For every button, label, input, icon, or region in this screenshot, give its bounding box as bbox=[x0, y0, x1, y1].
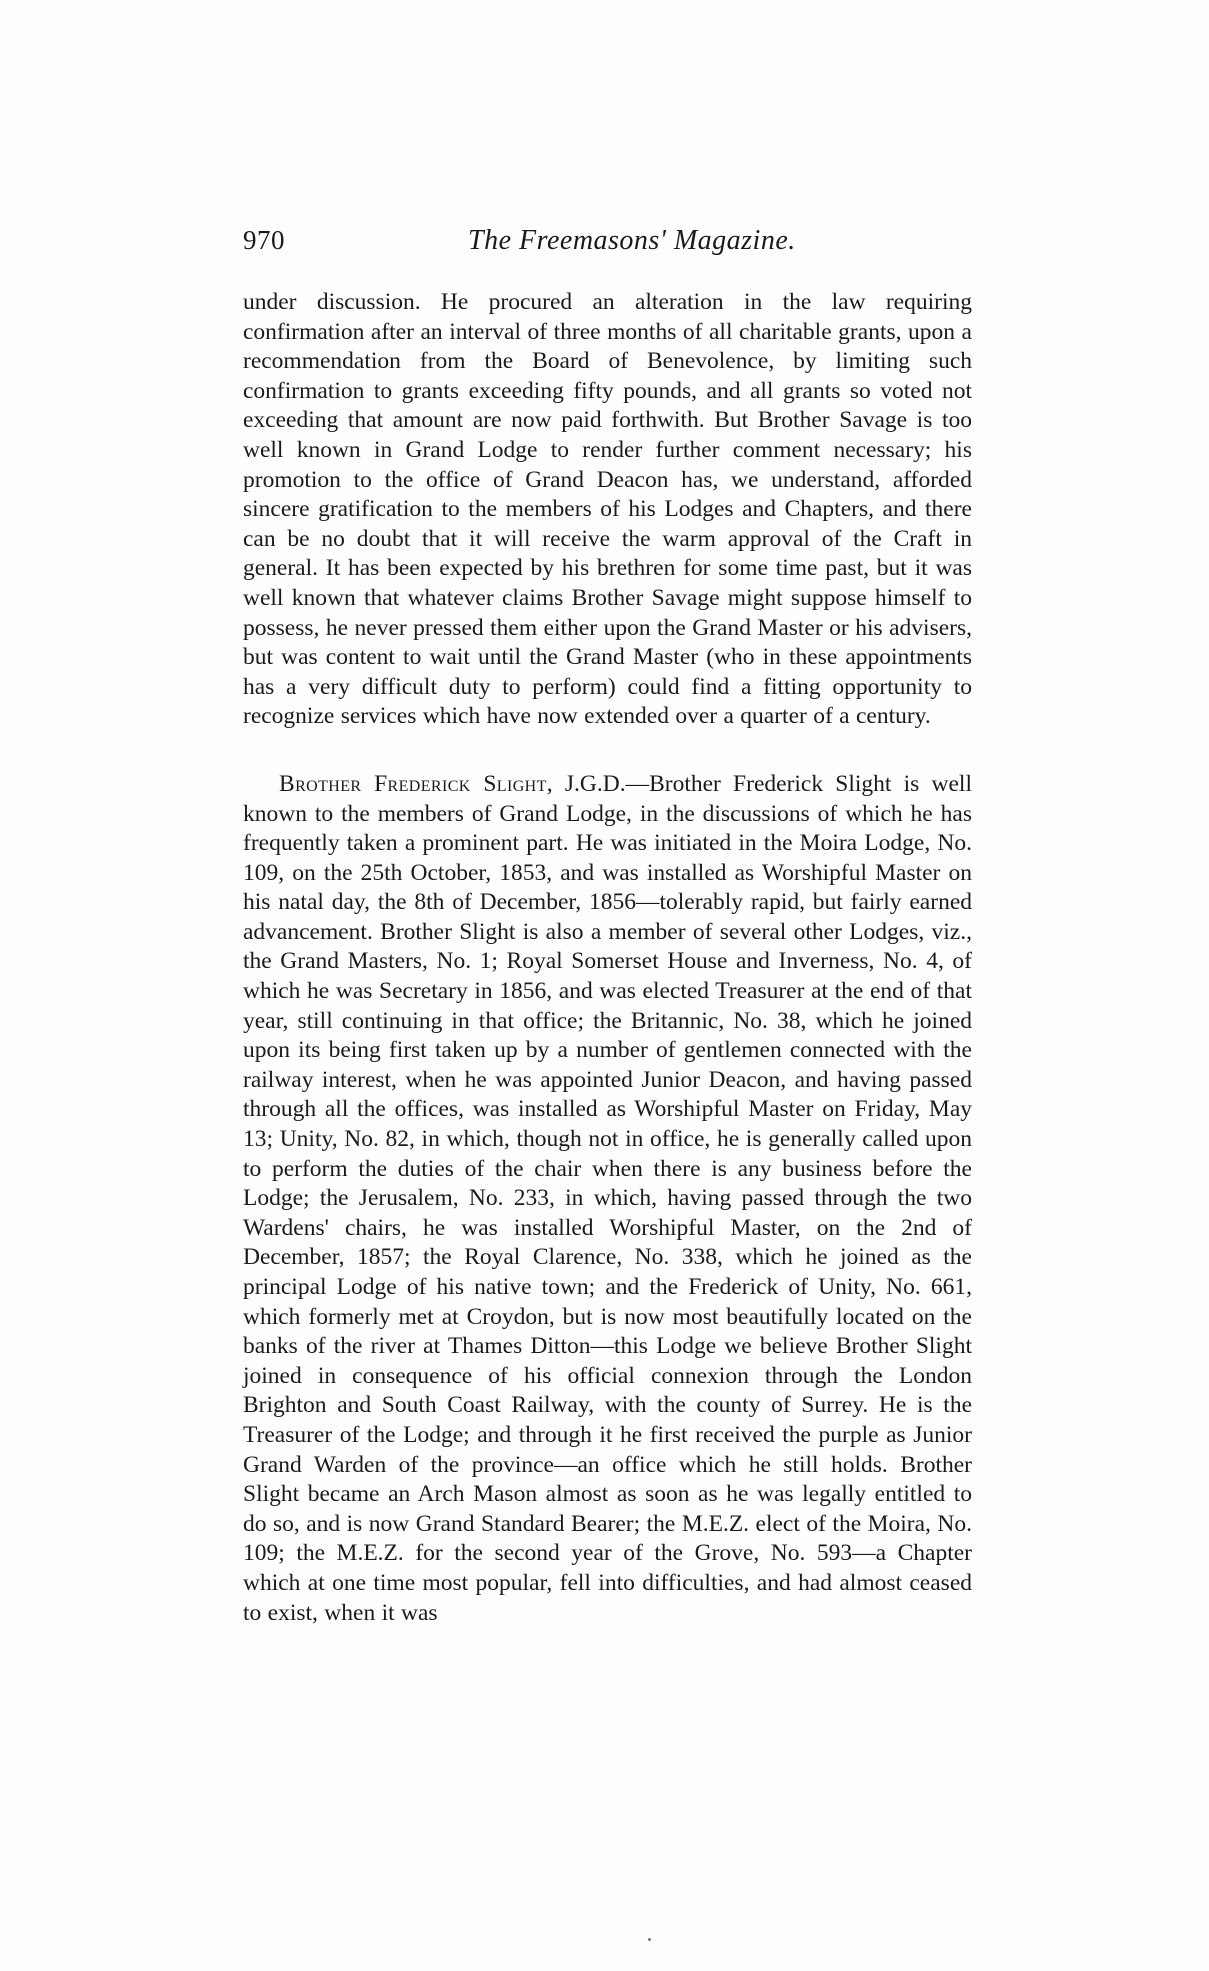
paragraph-lead-name: Brother Frederick Slight bbox=[279, 770, 547, 797]
paragraph-body: , J.G.D.—Brother Frederick Slight is well known to the members of Grand Lodge, in the discussions of which he has frequently taken a prominent part. He was initiated in the Moira Lodge, No. 109, on the 25th October, 1853, and was installed as Worshipful Master on his natal day, the 8th of December, 1856—tolerably rapid, but fairly earned advancement. Brother Slight is also a member of several other Lodges, viz., the Grand Masters, No. 1; Royal Somerset House and Inverness, No. 4, of which he was Secretary in 1856, and was elected Treasurer at the end of that year, still continuing in that office; the Britannic, No. 38, which he joined upon its being first taken up by a number of gentlemen connected with the railway interest, when he was appointed Junior Deacon, and having passed through all the offices, was installed as Worshipful Master on Friday, May 13; Unity, No. 82, in which, though not in office, he is generally called upon to perform the duties of the chair when there is any business before the Lodge; the Jerusalem, No. 233, in which, having passed through the two Wardens' chairs, he was installed Worshipful Master, on the 2nd of December, 1857; the Royal Clarence, No. 338, which he joined as the principal Lodge of his native town; and the Frederick of Unity, No. 661, which formerly met at Croydon, but is now most beautifully located on the banks of the river at Thames Ditton—this Lodge we believe Brother Slight joined in consequence of his official connexion through the London Brighton and South Coast Railway, with the county of Surrey. He is the Treasurer of the Lodge; and through it he first received the purple as Junior Grand Warden of the province—an office which he still holds. Brother Slight became an Arch Mason almost as soon as he was legally entitled to do so, and is now Grand Standard Bearer; the M.E.Z. elect of the Moira, No. 109; the M.E.Z. for the second year of the Grove, No. 593—a Chapter which at one time most popular, fell into difficulties, and had almost ceased to exist, when it was bbox=[243, 770, 972, 1626]
page-header bbox=[243, 225, 973, 265]
paragraph-frederick-slight bbox=[243, 770, 972, 1628]
text-column bbox=[243, 288, 972, 1628]
running-title: The Freemasons' Magazine. bbox=[468, 225, 796, 256]
page-number: 970 bbox=[243, 225, 285, 255]
paragraph-continued: under discussion. He procured an alteration in the law requiring confirmation after an interval of three months of all charitable grants, upon a recommendation from the Board of Benevolence, by limiting such confirmation to grants exceeding fifty pounds, and all grants so voted not exceeding that amount are now paid forthwith. But Brother Savage is too well known in Grand Lodge to render further comment necessary; his promotion to the office of Grand Deacon has, we understand, afforded sincere gratification to the members of his Lodges and Chapters, and there can be no doubt that it will receive the warm approval of the Craft in general. It has been expected by his brethren for some time past, but it was well known that whatever claims Brother Savage might suppose himself to possess, he never pressed them either upon the Grand Master or his advisers, but was content to wait until the Grand Master (who in these appointments has a very difficult duty to perform) could find a fitting opportunity to recognize services which have now extended over a quarter of a century. bbox=[243, 289, 972, 730]
stray-mark bbox=[648, 1938, 651, 1941]
